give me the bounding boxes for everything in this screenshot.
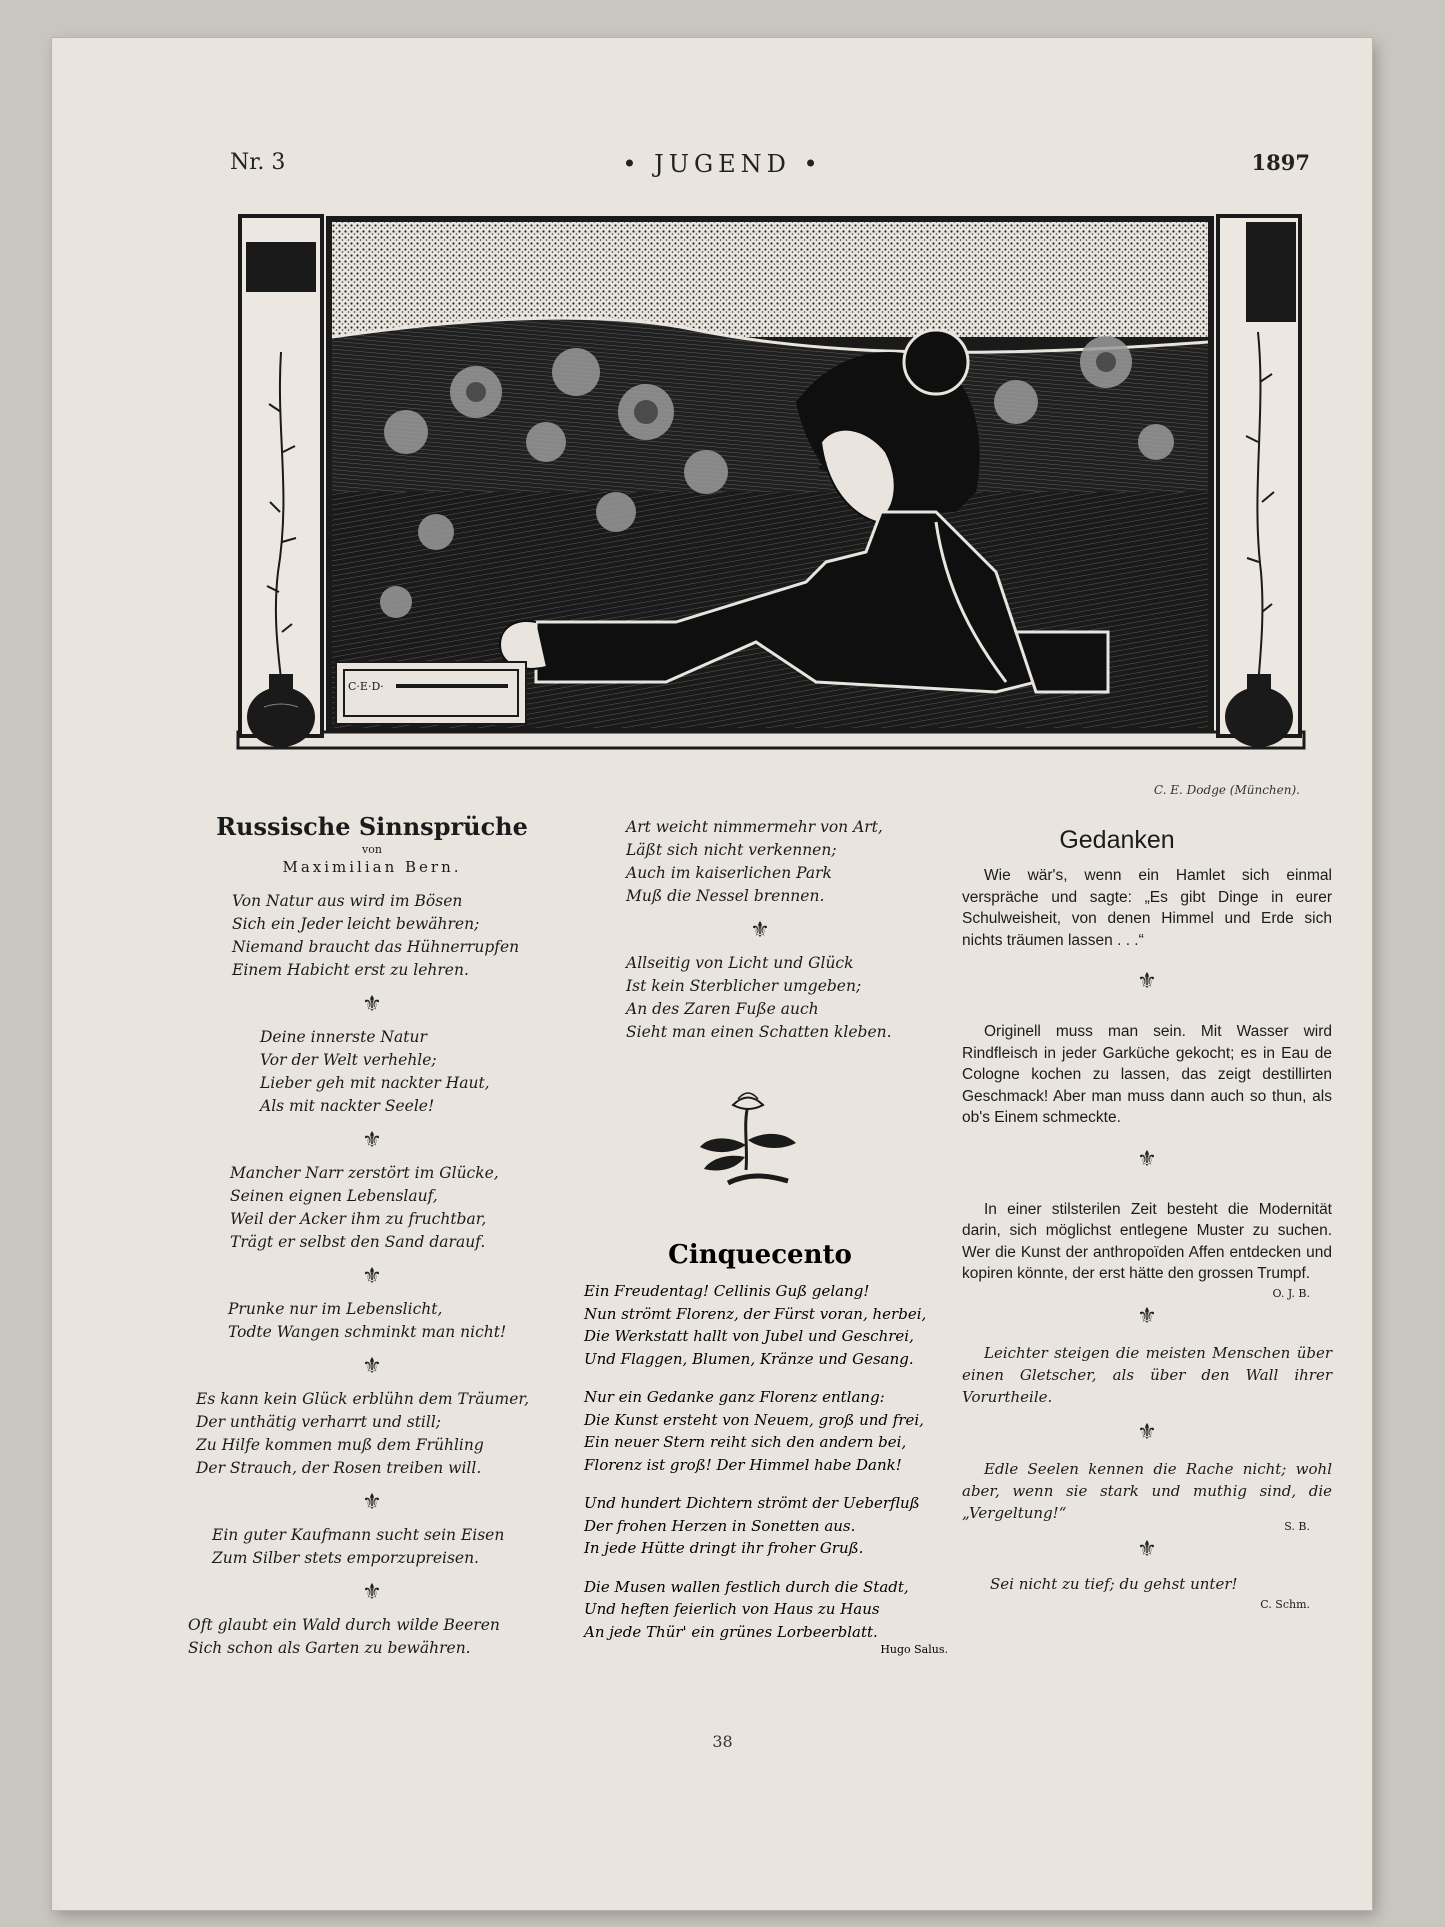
artist-monogram: C·E·D· xyxy=(348,680,384,693)
signature: C. Schm. xyxy=(1260,1597,1310,1611)
stanza: Allseitig von Licht und Glück Ist kein Sterblicher umgeben; An des Zaren Fuße auch Sieht man einen Schatten kleben. xyxy=(626,954,892,1041)
aphorism: Leichter steigen die meisten Menschen über einen Gletscher, als über den Wall ihrer Vorurtheile. xyxy=(962,1343,1332,1406)
issue-number: Nr. 3 xyxy=(230,150,286,175)
fleuron-ornament: ⚜ xyxy=(362,1264,382,1289)
page-number: 38 xyxy=(712,1732,733,1751)
aphorism: In einer stilsterilen Zeit besteht die Modernität darin, sich möglichst entlegene Muster zu suchen. Wer die Kunst der anthropoïden Affen entdecken und kopiren könnte, der erst hätte den grossen Trumpf. xyxy=(962,1200,1332,1282)
stanza: Oft glaubt ein Wald durch wilde Beeren Sich schon als Garten zu bewähren. xyxy=(188,1616,500,1657)
stanza: Ein guter Kaufmann sucht sein Eisen Zum Silber stets emporzupreisen. xyxy=(212,1526,505,1567)
right-panel xyxy=(1218,216,1300,747)
left-panel xyxy=(240,216,322,747)
column-3 xyxy=(962,826,1332,1611)
stanza: Nur ein Gedanke ganz Florenz entlang: Die Kunst ersteht von Neuem, groß und frei, Ein neuer Stern reiht sich den andern bei, Florenz ist groß! Der Himmel habe Dank! xyxy=(584,1388,924,1474)
fleuron-ornament: ⚜ xyxy=(362,1354,382,1379)
center-scene xyxy=(328,218,1212,730)
poem-title: Cinquecento xyxy=(668,1240,852,1270)
stanza: Von Natur aus wird im Bösen Sich ein Jeder leicht bewähren; Niemand braucht das Hühnerrupfen Einem Habicht erst zu lehren. xyxy=(232,892,520,979)
stanza: Deine innerste Natur Vor der Welt verhehle; Lieber geh mit nackter Haut, Als mit nackter Seele! xyxy=(260,1028,490,1115)
stanza: Die Musen wallen festlich durch die Stadt, Und heften feierlich von Haus zu Haus An jede Thür' ein grünes Lorbeerblatt. xyxy=(584,1577,909,1641)
fleuron-ornament: ⚜ xyxy=(1137,1303,1157,1329)
stanza: Art weicht nimmermehr von Art, Läßt sich nicht verkennen; Auch im kaiserlichen Park Muß die Nessel brennen. xyxy=(626,818,883,905)
illustration-credit: C. E. Dodge (München). xyxy=(1153,783,1300,797)
fleuron-ornament: ⚜ xyxy=(362,1128,382,1153)
stanza: Und hundert Dichtern strömt der Ueberfluß Der frohen Herzen in Sonetten aus. In jede Hütte dringt ihr froher Gruß. xyxy=(584,1494,920,1557)
flower-vignette xyxy=(688,1085,808,1205)
column-2 xyxy=(572,816,948,1044)
stanza: Mancher Narr zerstört im Glücke, Seinen eignen Lebenslauf, Weil der Acker ihm zu fruchtbar, Trägt er selbst den Sand darauf. xyxy=(230,1164,499,1251)
poem-title: Russische Sinnsprüche xyxy=(216,812,528,841)
stanza: Es kann kein Glück erblühn dem Träumer, Der unthätig verharrt und still; Zu Hilfe kommen muß dem Frühling Der Strauch, der Rosen treiben will. xyxy=(196,1390,530,1477)
section-title: Gedanken xyxy=(1059,826,1175,854)
poem-author: Maximilian Bern. xyxy=(282,858,462,876)
fleuron-ornament: ⚜ xyxy=(362,992,382,1017)
poem-von: von xyxy=(362,843,382,856)
cinquecento-poem xyxy=(572,1240,948,1656)
fleuron-ornament: ⚜ xyxy=(1137,969,1157,994)
fleuron-ornament: ⚜ xyxy=(1137,1146,1157,1172)
art-nouveau-illustration xyxy=(236,212,1306,772)
magazine-title: • JUGEND • xyxy=(622,150,823,178)
fleuron-ornament: ⚜ xyxy=(1137,1536,1157,1562)
aphorism: Originell muss man sein. Mit Wasser wird Rindfleisch in jeder Garküche gekocht; es in Eau de Cologne kochen zu lassen, das zeigt destillirten Geschmack! Aber man muss dann auch so thun, als ob's Einem schmeckte. xyxy=(962,1023,1332,1126)
aphorism: Sei nicht zu tief; du gehst unter! xyxy=(990,1574,1238,1593)
fleuron-ornament: ⚜ xyxy=(1137,1419,1157,1445)
year: 1897 xyxy=(1251,150,1310,175)
fleuron-ornament: ⚜ xyxy=(362,1490,382,1515)
stanza: Prunke nur im Lebenslicht, Todte Wangen schminkt man nicht! xyxy=(228,1300,507,1341)
stanza: Ein Freudentag! Cellinis Guß gelang! Nun strömt Florenz, der Fürst voran, herbei, Die Werkstatt hallt von Jubel und Geschrei, Und Flaggen, Blumen, Kränze und Gesang. xyxy=(584,1282,927,1368)
signature: S. B. xyxy=(1284,1519,1310,1533)
aphorism: Wie wär's, wenn ein Hamlet sich einmal verspräche und sagte: „Es gibt Dinge in eurer Schulweisheit, von denen Himmel und Erde sich nichts träumen lassen . . .“ xyxy=(962,867,1332,949)
fleuron-ornament: ⚜ xyxy=(750,918,770,943)
column-1 xyxy=(180,812,564,1660)
fleuron-ornament: ⚜ xyxy=(362,1580,382,1605)
aphorism: Edle Seelen kennen die Rache nicht; wohl aber, wenn sie stark und muthig sind, die „Vergeltung!“ xyxy=(962,1459,1332,1522)
poem-author: Hugo Salus. xyxy=(880,1643,948,1656)
signature: O. J. B. xyxy=(1272,1286,1310,1300)
